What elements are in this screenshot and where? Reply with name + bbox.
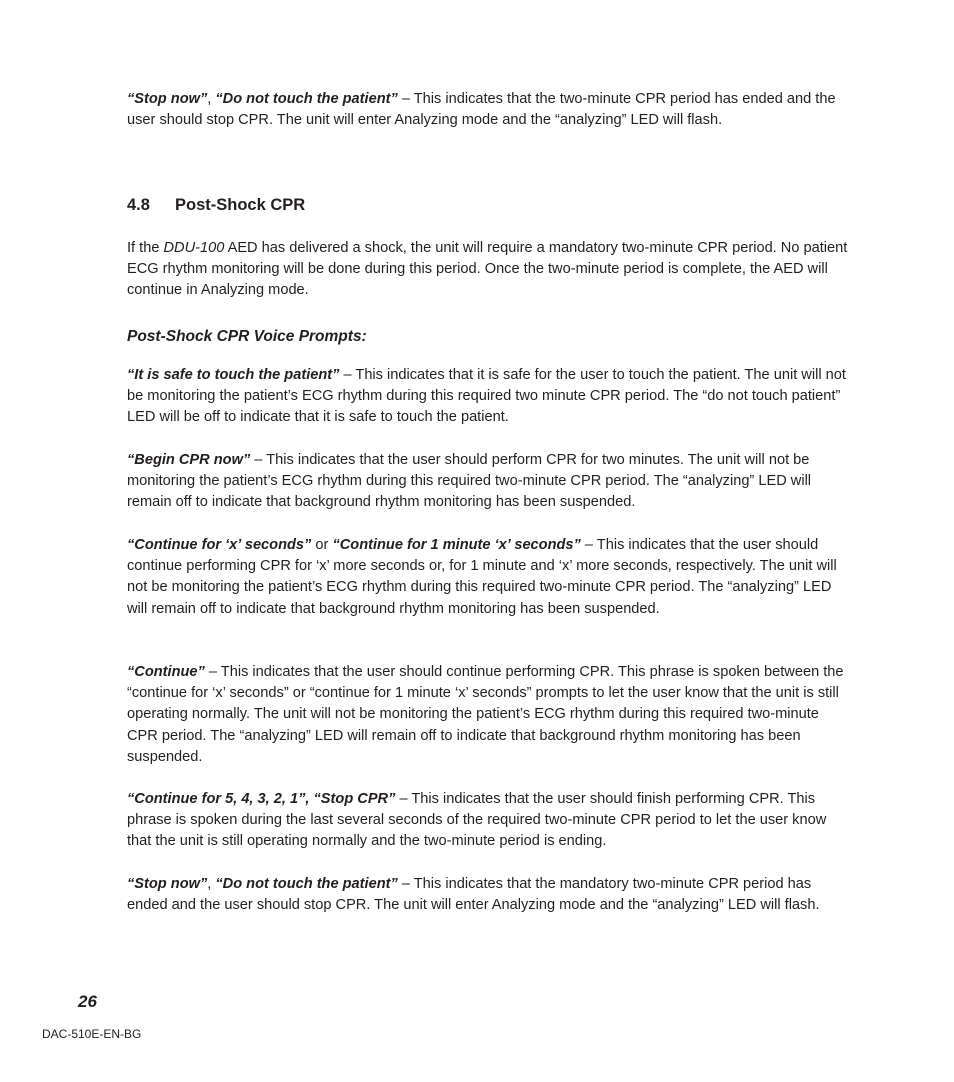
stop-now-paragraph bbox=[127, 89, 853, 131]
paragraph-text: – This indicates that the user should continue performing CPR. This phrase is spoken between the “continue for ‘x’ seconds” or “continue for 1 minute ‘x’ seconds” prompts to let the user know that the unit is still operating normally. The unit will not be monitoring the patient’s ECG rhythm during this required two-minute CPR period. The “analyzing” LED will remain off to indicate that background rhythm monitoring has been suspended. bbox=[127, 664, 844, 765]
paragraph-text: – This indicates that the two-minute CPR period has ended and the user should stop CPR. The unit will enter Analyzing mode and the “analyzing” LED will flash. bbox=[127, 91, 836, 129]
prompt-separator: , bbox=[207, 91, 216, 107]
prompt-paragraph-safe-to-touch bbox=[127, 365, 853, 429]
paragraph-text: – This indicates that the user should perform CPR for two minutes. The unit will not be monitoring the patient’s ECG rhythm during this required two-minute CPR period. The “analyzing” LED will remain off to indicate that background rhythm monitoring has been suspended. bbox=[127, 452, 812, 511]
voice-prompt-stop-now: “Stop now” bbox=[127, 91, 208, 107]
prompt-separator: or bbox=[311, 537, 333, 553]
prompt-paragraph-continue bbox=[127, 662, 853, 768]
voice-prompt: “Stop now” bbox=[127, 876, 208, 892]
intro-text: AED has delivered a shock, the unit will require a mandatory two-minute CPR period. No patient ECG rhythm monitoring will be done during this period. Once the two-minute period is complete, the AED will continue in Analyzing mode. bbox=[127, 240, 848, 299]
section-number: 4.8 bbox=[127, 196, 150, 214]
voice-prompt-secondary: “Do not touch the patient” bbox=[215, 876, 398, 892]
section-title: Post-Shock CPR bbox=[175, 196, 306, 214]
prompt-paragraph-stop-now bbox=[127, 874, 853, 916]
prompt-paragraph-continue-for-x bbox=[127, 535, 853, 620]
document-id: DAC-510E-EN-BG bbox=[42, 1027, 142, 1041]
paragraph-text: – This indicates that it is safe for the user to touch the patient. The unit will not be monitoring the patient’s ECG rhythm during this required two minute CPR period. The “do not touch patient” LED will be off to indicate that it is safe to touch the patient. bbox=[127, 367, 846, 426]
voice-prompts-subheading: Post-Shock CPR Voice Prompts: bbox=[127, 328, 367, 345]
prompt-paragraph-countdown bbox=[127, 789, 853, 853]
paragraph-text: – This indicates that the user should continue performing CPR for ‘x’ more seconds or, for 1 minute and ‘x’ more seconds, respectively. The unit will not be monitoring the patient’s ECG rhythm during this required two-minute CPR period. The “analyzing” LED will remain off to indicate that background rhythm monitoring has been suspended. bbox=[127, 537, 837, 617]
voice-prompt: “Continue for ‘x’ seconds” bbox=[127, 537, 312, 553]
voice-prompt: “Continue” bbox=[127, 664, 205, 680]
intro-paragraph bbox=[127, 238, 853, 302]
prompt-paragraph-begin-cpr bbox=[127, 450, 853, 514]
voice-prompt: “Begin CPR now” bbox=[127, 452, 251, 468]
voice-prompt-secondary: “Continue for 1 minute ‘x’ seconds” bbox=[332, 537, 581, 553]
intro-pre: If the bbox=[127, 240, 164, 256]
prompt-separator: , bbox=[207, 876, 216, 892]
voice-prompt: “It is safe to touch the patient” bbox=[127, 367, 340, 383]
voice-prompt: “Continue for 5, 4, 3, 2, 1”, “Stop CPR” bbox=[127, 791, 396, 807]
device-name: DDU-100 bbox=[163, 240, 225, 256]
section-heading bbox=[127, 196, 305, 215]
paragraph-text: – This indicates that the mandatory two-minute CPR period has ended and the user should stop CPR. The unit will enter Analyzing mode and the “analyzing” LED will flash. bbox=[127, 876, 820, 914]
page-number: 26 bbox=[78, 992, 97, 1011]
paragraph-text: – This indicates that the user should finish performing CPR. This phrase is spoken during the last several seconds of the required two-minute CPR period to let the user know that the unit is still operating normally and the two-minute period is ending. bbox=[127, 791, 827, 850]
voice-prompt-do-not-touch: “Do not touch the patient” bbox=[215, 91, 398, 107]
